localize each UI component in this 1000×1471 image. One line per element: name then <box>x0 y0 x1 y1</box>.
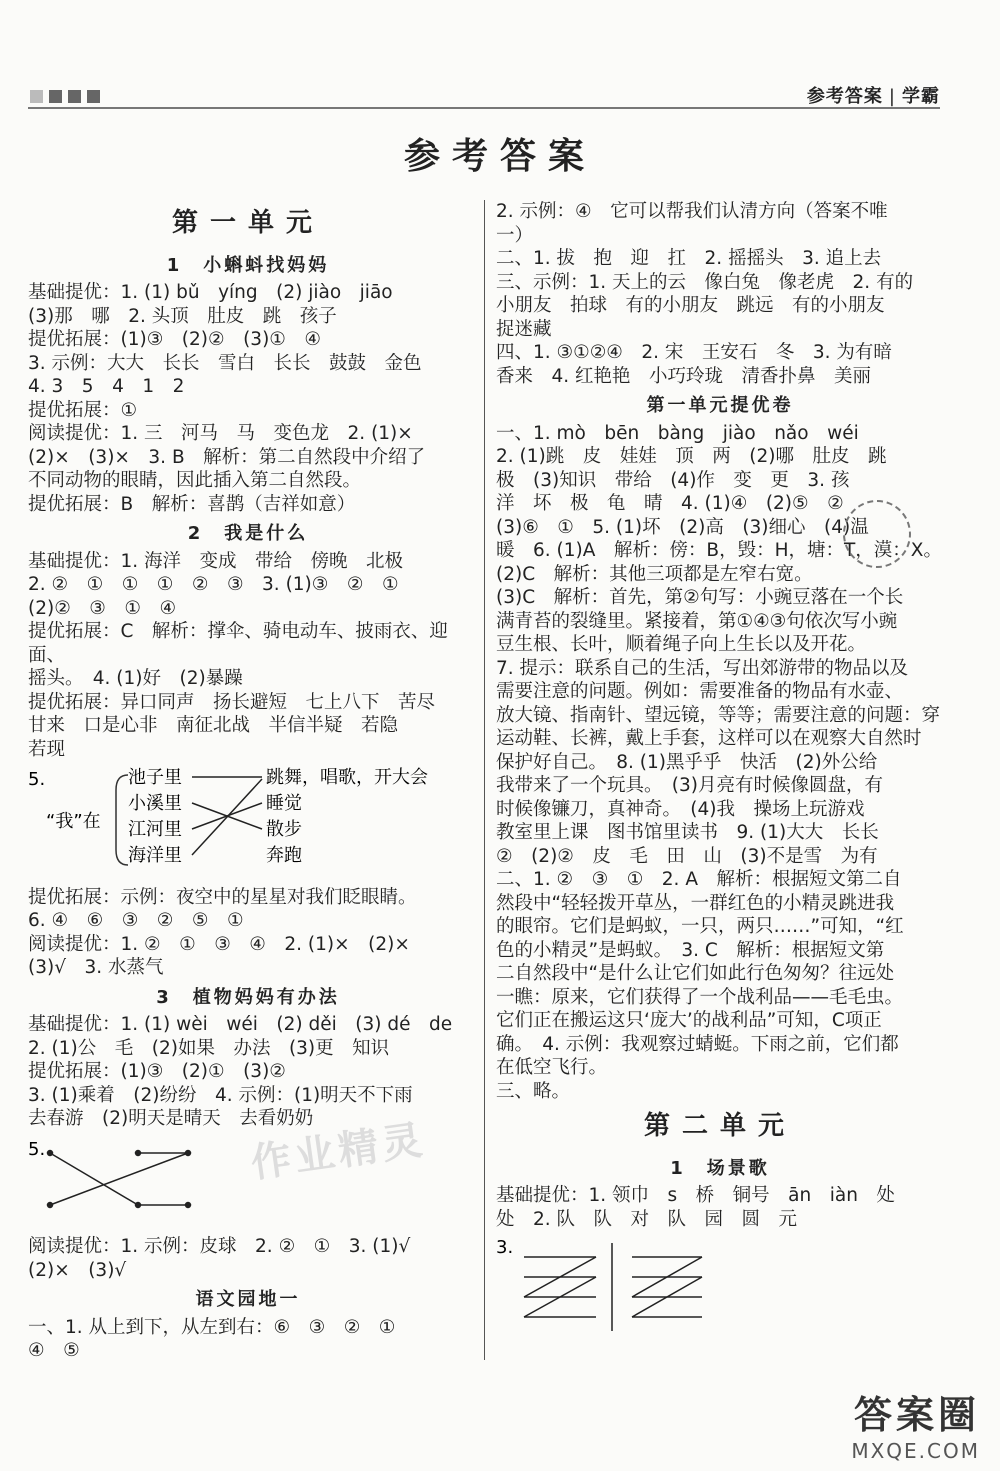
answer-line: 小朋友 拍球 有的小朋友 跳远 有的小朋友 <box>496 295 885 316</box>
unit-heading: 第二单元 <box>643 1111 796 1141</box>
section-title: 3 植物妈妈有办法 <box>156 986 340 1008</box>
header-label: 参考答案 | 学霸 <box>806 86 940 107</box>
answer-line: 满青苔的裂缝里。紧接着，第①④③句依次写小豌 <box>496 610 898 632</box>
answer-line: 处 2. 队 队 对 队 园 圆 元 <box>496 1208 798 1230</box>
diagram-dot <box>136 1150 141 1155</box>
answer-line: (3)√ 3. 水蒸气 <box>28 957 164 978</box>
section-title: 第一单元提优卷 <box>646 395 794 416</box>
answer-line: ④ ⑤ <box>28 1340 80 1361</box>
answer-line: 3. (1)乘着 (2)纷纷 4. 示例：(1)明天不下雨 <box>28 1084 413 1106</box>
answer-line: 6. ④ ⑥ ③ ② ⑤ ① <box>28 910 244 931</box>
question-number: 5. <box>28 769 46 790</box>
answer-line: 教室里上课 图书馆里读书 9. (1)大大 长长 <box>496 822 879 843</box>
left-column <box>28 200 468 1363</box>
answer-line: 基础提优：1. 领巾 s 桥 铜号 ān iàn 处 <box>496 1185 895 1206</box>
answer-line: 提优拓展：(1)③ (2)① (3)② <box>28 1061 286 1082</box>
answer-line: 我带来了一个玩具。 (3)月亮有时候像圆盘，有 <box>496 775 883 796</box>
answer-line: (2)C 解析：其他三项都是左窄右宽。 <box>496 563 813 585</box>
answer-line: 确。 4. 示例：我观察过蜻蜓。下雨之前，它们都 <box>496 1033 899 1055</box>
answer-line: 基础提优：1. 海洋 变成 带给 傍晚 北极 <box>28 550 404 572</box>
answer-line: 二、1. ② ③ ① 2. A 解析：根据短文第二自 <box>496 869 902 890</box>
line-diagram <box>496 1235 944 1335</box>
header-decoration <box>30 90 100 103</box>
answer-line: 提优拓展：异口同声 扬长避短 七上八下 苦尽 <box>28 691 436 713</box>
answer-line: 提优拓展：B 解析：喜鹊（吉祥如意） <box>28 493 356 515</box>
match-right-item: 奔跑 <box>266 845 302 866</box>
answer-line: 2. ② ① ① ① ② ③ 3. (1)③ ② ① <box>28 574 399 595</box>
answer-line: 提优拓展：① <box>28 399 138 421</box>
match-left-item: 海洋里 <box>128 845 182 866</box>
diagram-dot <box>48 1202 53 1207</box>
match-left-item: 池子里 <box>128 767 182 788</box>
answer-line: (2)× (3)× 3. B 解析：第二自然段中介绍了 <box>28 446 426 468</box>
answer-line: (2)× (3)√ <box>28 1259 127 1281</box>
answer-line: 去春游 (2)明天是晴天 去看奶奶 <box>28 1108 314 1129</box>
answer-line: 3. 示例：大大 长长 雪白 长长 鼓鼓 金色 <box>28 352 422 374</box>
answer-line: 2. 示例：④ 它可以帮我们认清方向（答案不唯 <box>496 201 888 222</box>
ghost-watermark: 作业精灵 <box>248 1116 429 1187</box>
answer-line: 甘来 口是心非 南征北战 半信半疑 若隐 <box>28 715 399 736</box>
answer-line: 然段中“轻轻拨开草丛，一群红色的小精灵跳进我 <box>496 892 895 914</box>
match-left-item: 江河里 <box>128 819 182 840</box>
answer-line: 提优拓展：(1)③ (2)② (3)① ④ <box>28 329 321 350</box>
answer-line: 暖 6. (1)A 解析：傍：B，毁：H，塘：T，漠：X。 <box>496 540 942 561</box>
diagram-dot <box>186 1150 191 1155</box>
header-rule <box>28 107 940 109</box>
watermark <box>851 1384 980 1463</box>
brace <box>116 775 128 865</box>
answer-line: 需要注意的问题。例如：需要准备的物品有水壶、 <box>496 681 904 702</box>
question-number: 5. <box>28 1138 46 1160</box>
answer-line: 运动鞋、长裤，戴上手套，这样可以在观察大自然时 <box>496 728 922 749</box>
diagram-dot <box>186 1202 191 1207</box>
answer-line: 放大镜、指南针、望远镜，等等；需要注意的问题：穿 <box>496 704 941 726</box>
answer-line: 一瞧：原来，它们获得了一个战利品——毛毛虫。 <box>496 986 904 1008</box>
match-right-item: 散步 <box>266 819 302 840</box>
line-diagram <box>28 1135 468 1225</box>
watermark-url: MXQE.COM <box>851 1439 980 1463</box>
answer-line: 保护好自己。 8. (1)黑乎乎 快活 (2)外公给 <box>496 751 878 773</box>
answer-line: 4. 3 5 4 1 2 <box>28 376 185 397</box>
match-left-item: 小溪里 <box>128 793 182 814</box>
answer-line: 的眼帘。它们是蚂蚁，一只，两只……”可知，“红 <box>496 916 904 937</box>
answer-line: 阅读提优：1. 示例：皮球 2. ② ① 3. (1)√ <box>28 1236 411 1257</box>
page-title: 参考答案 <box>403 135 596 177</box>
column-divider <box>484 200 485 1360</box>
answer-line: 基础提优：1. (1) bǔ yíng (2) jiào jiāo <box>28 282 393 303</box>
section-title: 1 小蝌蚪找妈妈 <box>166 254 330 276</box>
answer-line: ② (2)② 皮 毛 田 山 (3)不是雪 为有 <box>496 845 878 867</box>
answer-line: 香来 4. 红艳艳 小巧玲珑 清香扑鼻 美丽 <box>496 365 872 387</box>
right-column <box>496 200 944 1346</box>
diagram-line <box>50 1153 188 1205</box>
answer-line: 色的小精灵”是蚂蚁。 3. C 解析：根据短文第 <box>496 939 885 961</box>
answer-line: 2. (1)跳 皮 娃娃 顶 两 (2)哪 肚皮 跳 <box>496 446 887 467</box>
answer-line: (3)C 解析：首先，第②句写：小豌豆落在一个长 <box>496 587 904 608</box>
match-right-item: 跳舞，唱歌，开大会 <box>266 767 428 788</box>
answer-line: 二、1. 拔 抱 迎 扛 2. 摇摇头 3. 追上去 <box>496 248 882 269</box>
answer-line: 三、示例：1. 天上的云 像白兔 像老虎 2. 有的 <box>496 271 914 293</box>
section-title: 语文园地一 <box>195 1289 301 1310</box>
answer-line: 摇头。 4. (1)好 (2)暴躁 <box>28 668 243 689</box>
answer-line: 在低空飞行。 <box>496 1057 608 1078</box>
unit-heading: 第一单元 <box>171 208 324 238</box>
answer-line: 若现 <box>28 738 66 760</box>
stamp-mark <box>843 500 911 568</box>
matching-label: “我”在 <box>46 811 101 832</box>
diagram-dot <box>136 1202 141 1207</box>
answer-line: 一、1. mò bēn bàng jiào nǎo wéi <box>496 422 859 444</box>
diagram-dot <box>48 1150 53 1155</box>
section-title: 2 我是什么 <box>187 523 309 544</box>
answer-line: 时候像镰刀，真神奇。 (4)我 操场上玩游戏 <box>496 798 865 820</box>
answer-line: 三、略。 <box>496 1080 571 1102</box>
answer-line: (3)那 哪 2. 头顶 肚皮 跳 孩子 <box>28 305 337 327</box>
answer-line: 基础提优：1. (1) wèi wéi (2) děi (3) dé de <box>28 1014 453 1035</box>
answer-line: 2. (1)公 毛 (2)如果 办法 (3)更 知识 <box>28 1037 390 1059</box>
answer-line: 提优拓展：示例：夜空中的星星对我们眨眼睛。 <box>28 886 417 908</box>
answer-line: 7. 提示：联系自己的生活，写出郊游带的物品以及 <box>496 657 909 679</box>
match-line <box>192 779 262 855</box>
answer-line: 提优拓展：C 解析：撑伞、骑电动车、披雨衣、迎面、 <box>28 621 448 666</box>
answer-line: 不同动物的眼睛，因此插入第二自然段。 <box>28 470 362 491</box>
answer-line: 一、1. 从上到下，从左到右：⑥ ③ ② ① <box>28 1316 396 1338</box>
answer-line: 它们正在搬运这只‘庞大’的战利品”可知，C项正 <box>496 1010 882 1031</box>
answer-line: 捉迷藏 <box>496 318 552 340</box>
answer-line: 一） <box>496 224 534 246</box>
watermark-logo-text: 答案圈 <box>853 1393 980 1437</box>
answer-line: 极 (3)知识 带给 (4)作 变 更 3. 孩 <box>496 469 850 491</box>
match-right-item: 睡觉 <box>266 793 302 814</box>
answer-line: 豆生根、长叶，顺着绳子向上生长以及开花。 <box>496 634 867 655</box>
question-number: 3. <box>496 1237 514 1258</box>
answer-line: 阅读提优：1. ② ① ③ ④ 2. (1)× (2)× <box>28 933 410 955</box>
diagram-line <box>50 1153 138 1205</box>
section-title: 1 场景歌 <box>670 1157 770 1179</box>
answer-line: (2)② ③ ① ④ <box>28 597 177 619</box>
answer-line: 阅读提优：1. 三 河马 马 变色龙 2. (1)× <box>28 423 413 444</box>
answer-line: 四、1. ③①②④ 2. 宋 王安石 冬 3. 为有暗 <box>496 342 892 363</box>
answer-line: (3)⑥ ① 5. (1)坏 (2)高 (3)细心 (4)温 <box>496 516 869 538</box>
matching-diagram <box>28 765 468 875</box>
answer-line: 二自然段中“是什么让它们如此行色匆匆？往远处 <box>496 963 895 984</box>
answer-line: 洋 坏 极 龟 晴 4. (1)④ (2)⑤ ② <box>496 493 844 514</box>
